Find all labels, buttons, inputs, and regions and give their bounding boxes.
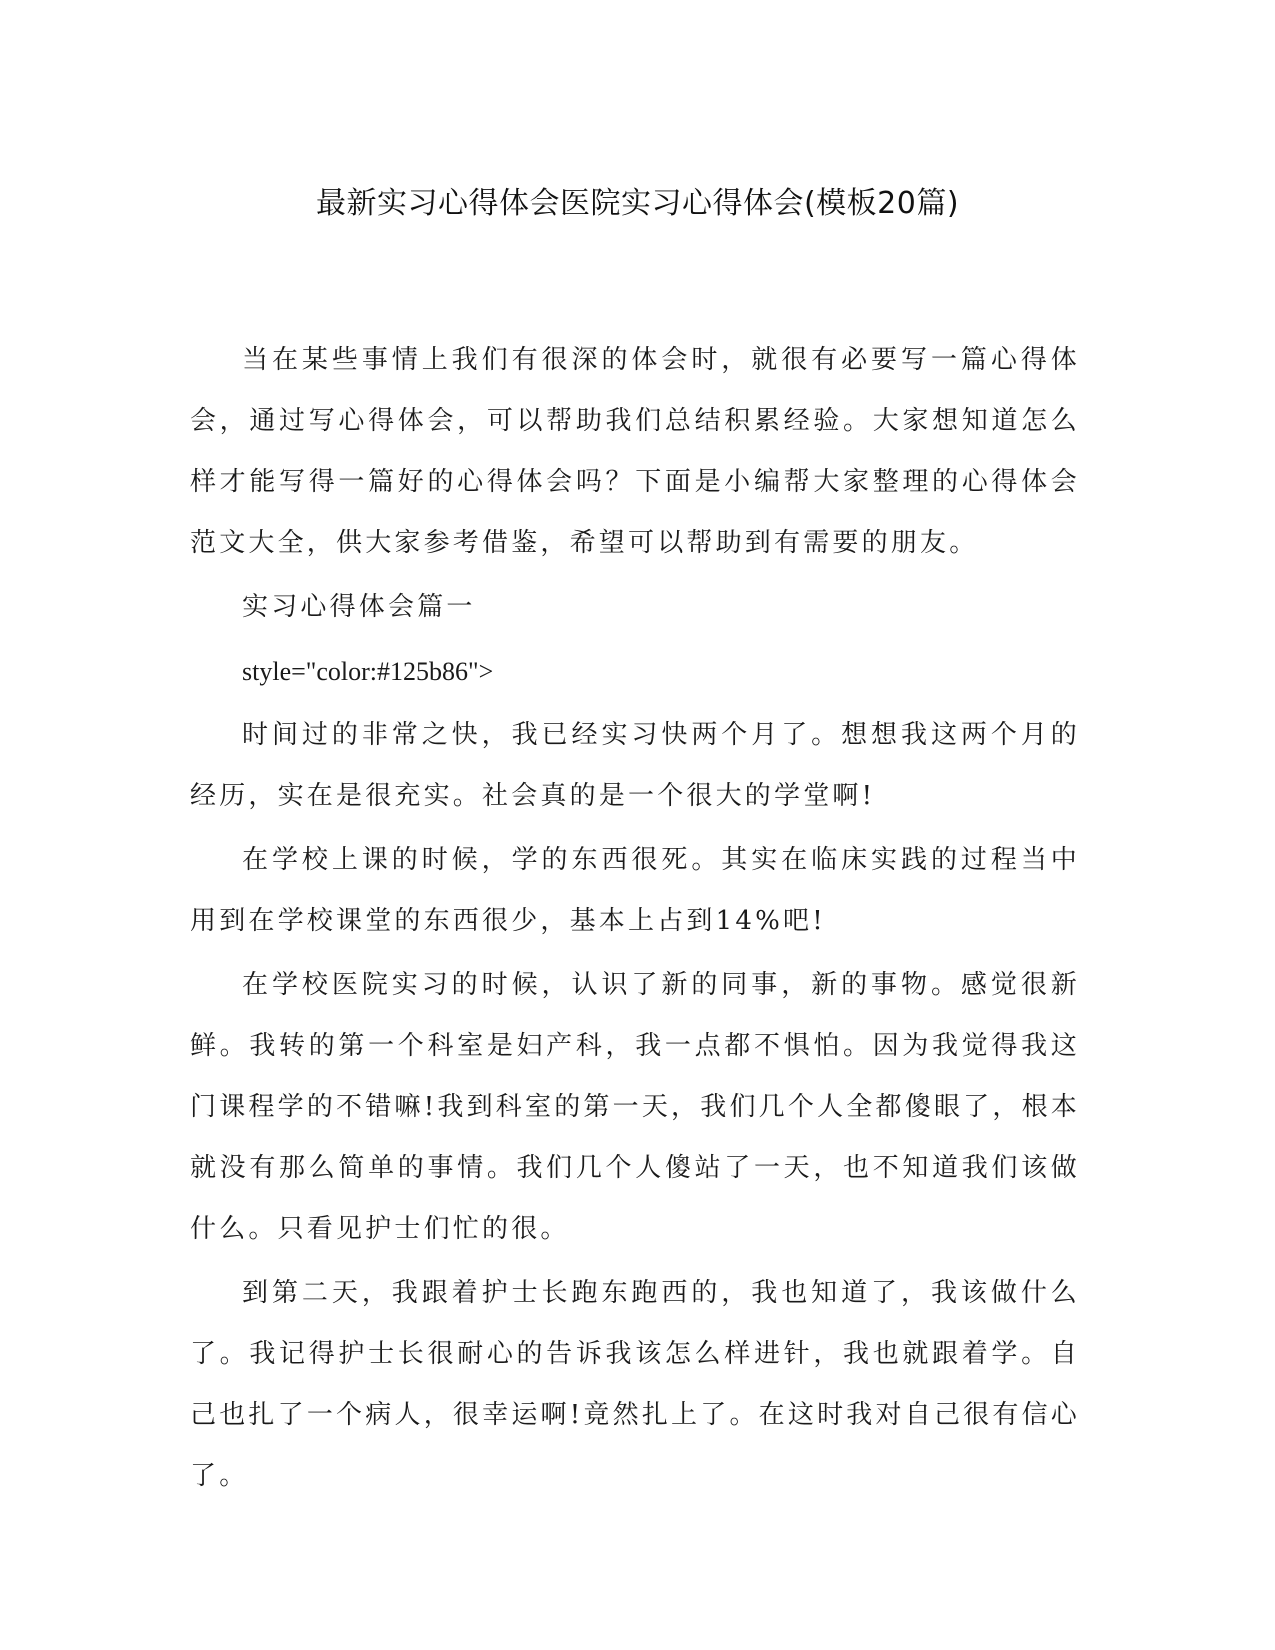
body-paragraph: 在学校上课的时候，学的东西很死。其实在临床实践的过程当中用到在学校课堂的东西很少，基本上占到14%吧! xyxy=(190,845,1080,936)
body-paragraph: 在学校医院实习的时候，认识了新的同事，新的事物。感觉很新鲜。我转的第一个科室是妇产科，我一点都不惧怕。因为我觉得我这门课程学的不错嘛!我到科室的第一天，我们几个人全都傻眼了，根本就没有那么简单的事情。我们几个人傻站了一天，也不知道我们该做什么。只看见护士们忙的很。 xyxy=(190,970,1080,1244)
body-paragraph: 时间过的非常之快，我已经实习快两个月了。想想我这两个月的经历，实在是很充实。社会真的是一个很大的学堂啊! xyxy=(190,720,1080,811)
section-heading: 实习心得体会篇一 xyxy=(242,592,476,622)
document-title: 最新实习心得体会医院实习心得体会(模板20篇) xyxy=(315,186,960,221)
body-paragraph: 到第二天，我跟着护士长跑东跑西的，我也知道了，我该做什么了。我记得护士长很耐心的告诉我该怎么样进针，我也就跟着学。自己也扎了一个病人，很幸运啊!竟然扎上了。在这时我对自己很有信心了。 xyxy=(190,1278,1080,1491)
document-body xyxy=(190,330,1080,1507)
intro-paragraph: 当在某些事情上我们有很深的体会时，就很有必要写一篇心得体会，通过写心得体会，可以帮助我们总结积累经验。大家想知道怎么样才能写得一篇好的心得体会吗？下面是小编帮大家整理的心得体会范文大全，供大家参考借鉴，希望可以帮助到有需要的朋友。 xyxy=(190,345,1080,558)
stray-style-text: style="color:#125b86"> xyxy=(242,657,494,686)
